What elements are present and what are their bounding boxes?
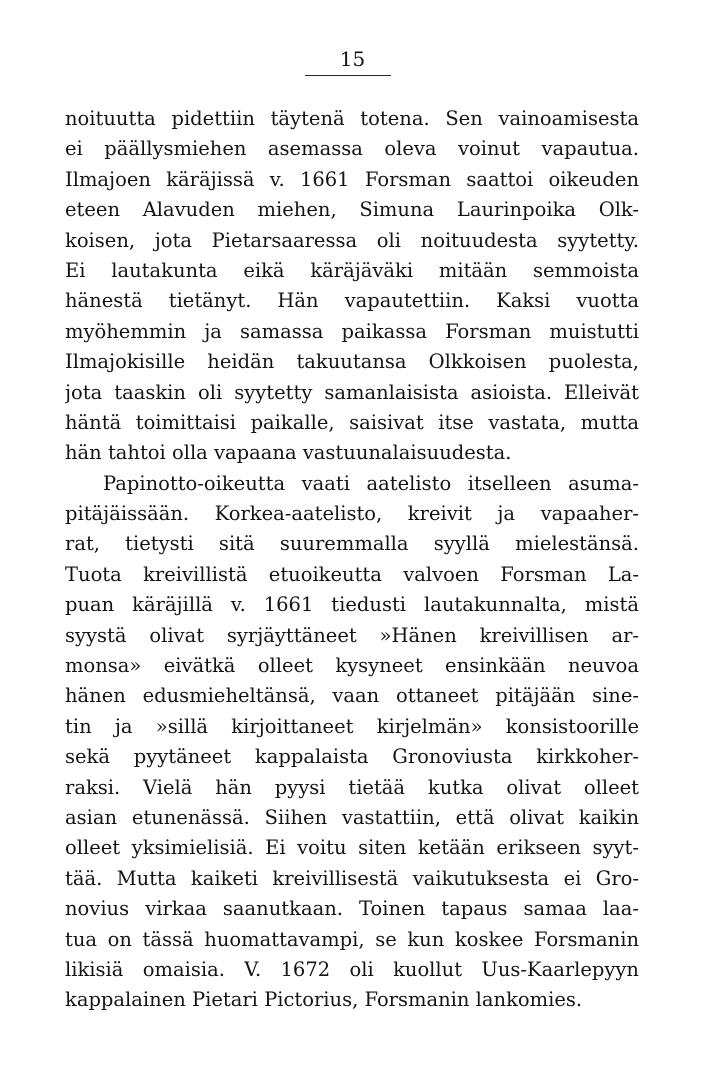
text-line: häntä toimittaisi paikalle, saisivat itse vastata, mutta [65,410,639,434]
text-line: Ilmajoen käräjissä v. 1661 Forsman saattoi oikeuden [65,167,639,191]
text-line: olleet yksimielisiä. Ei voitu siten ketään erikseen syyt- [65,836,639,860]
text-line: syystä olivat syrjäyttäneet »Hänen kreivillisen ar- [65,623,639,647]
text-line: pitäjäissään. Korkea-aatelisto, kreivit ja vapaaher- [65,502,639,526]
text-line: likisiä omaisia. V. 1672 oli kuollut Uus-Kaarlepyyn [65,957,639,981]
text-line: Ei lautakunta eikä käräjäväki mitään semmoista [65,258,639,282]
text-line: hänestä tietänyt. Hän vapautettiin. Kaksi vuotta [65,289,639,313]
text-line: Papinotto-oikeutta vaati aatelisto itselleen asuma- [103,471,639,495]
text-line: tin ja »sillä kirjoittaneet kirjelmän» konsistoorille [65,714,639,738]
text-line: rat, tietysti sitä suuremmalla syyllä mielestänsä. [65,532,639,556]
text-line: noituutta pidettiin täytenä totena. Sen vainoamisesta [65,107,639,130]
page-number: 15 [339,47,366,71]
text-line: myöhemmin ja samassa paikassa Forsman muistutti [65,319,639,343]
body-text [65,104,639,1016]
text-line: novius virkaa saanutkaan. Toinen tapaus samaa laa- [65,897,639,921]
text-line: monsa» eivätkä olleet kysyneet ensinkään neuvoa [65,654,639,678]
header-rule [305,75,391,76]
text-line: Ilmajokisille heidän takuutansa Olkkoisen puolesta, [65,350,639,374]
text-line: Tuota kreivillistä etuoikeutta valvoen Forsman La- [65,562,639,586]
text-line: hän tahtoi olla vapaana vastuunalaisuudesta. [65,441,512,465]
text-line: kappalainen Pietari Pictorius, Forsmanin lankomies. [65,988,583,1012]
text-line: raksi. Vielä hän pyysi tietää kutka olivat olleet [65,775,639,799]
text-line: puan käräjillä v. 1661 tiedusti lautakunnalta, mistä [65,593,639,617]
text-line: koisen, jota Pietarsaaressa oli noituudesta syytetty. [65,228,639,252]
text-line: ei päällysmiehen asemassa oleva voinut vapautua. [65,137,639,161]
text-line: asian etunenässä. Siihen vastattiin, että olivat kaikin [65,805,639,829]
text-line: tää. Mutta kaiketi kreivillisestä vaikutuksesta ei Gro- [65,866,639,890]
text-line: eteen Alavuden miehen, Simuna Laurinpoika Olk- [65,198,639,222]
text-line: sekä pyytäneet kappalaista Gronoviusta kirkkoher- [65,745,639,769]
text-line: tua on tässä huomattavampi, se kun koskee Forsmanin [65,927,639,951]
text-line: hänen edusmieheltänsä, vaan ottaneet pitäjään sine- [65,684,639,708]
text-line: jota taaskin oli syytetty samanlaisista asioista. Elleivät [65,380,639,404]
